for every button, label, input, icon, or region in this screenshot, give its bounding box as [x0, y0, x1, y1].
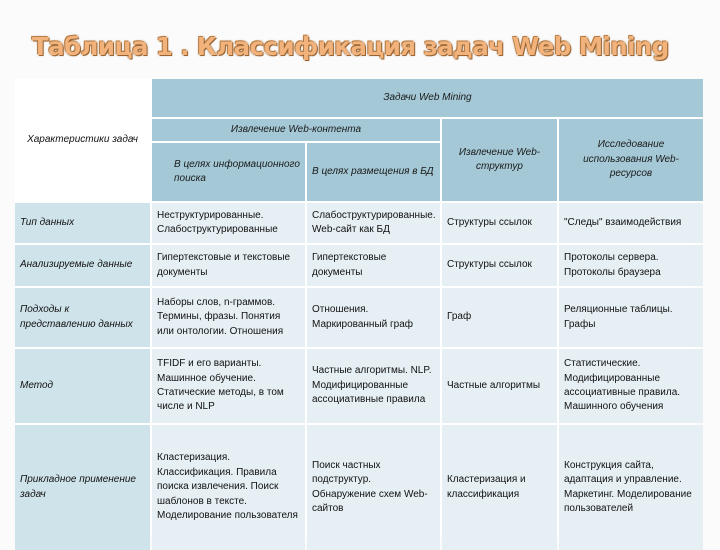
cell-structure: Структуры ссылок — [442, 203, 557, 243]
cell-usage: Конструкция сайта, адаптация и управление. Маркетинг. Моделирование пользователей — [559, 425, 703, 550]
header-usage-research: Исследование использования Web-ресурсов — [559, 119, 703, 201]
row-label-method: Метод — [15, 349, 150, 423]
cell-structure: Кластеризация и классификация — [442, 425, 557, 550]
cell-structure: Частные алгоритмы — [442, 349, 557, 423]
row-label-data-type: Тип данных — [15, 203, 150, 243]
cell-db: Гипертекстовые документы — [307, 245, 440, 286]
header-web-mining-tasks: Задачи Web Mining — [152, 79, 703, 117]
row-label-analyzed-data: Анализируемые данные — [15, 245, 150, 286]
cell-db: Поиск частных подструктур. Обнаружение схем Web-сайтов — [307, 425, 440, 550]
cell-structure: Граф — [442, 288, 557, 347]
cell-usage: Протоколы сервера. Протоколы браузера — [559, 245, 703, 286]
cell-usage: "Следы" взаимодействия — [559, 203, 703, 243]
row-label-representation: Подходы к представлению данных — [15, 288, 150, 347]
cell-search: Наборы слов, n-граммов. Термины, фразы. Понятия или онтологии. Отношения — [152, 288, 305, 347]
cell-usage: Реляционные таблицы. Графы — [559, 288, 703, 347]
header-for-search: В целях информационного поиска — [152, 143, 305, 201]
cell-db: Слабоструктурированные. Web-сайт как БД — [307, 203, 440, 243]
row-label-application: Прикладное применение задач — [15, 425, 150, 550]
cell-search: TFIDF и его варианты. Машинное обучение. Статические методы, в том числе и NLP — [152, 349, 305, 423]
header-for-db: В целях размещения в БД — [307, 143, 440, 201]
header-content-extraction: Извлечение Web-контента — [152, 119, 440, 141]
cell-search: Неструктурированные. Слабоструктурированные — [152, 203, 305, 243]
page-title: Таблица 1 . Классификация задач Web Mining — [32, 32, 669, 61]
cell-usage: Статистические. Модифицированные ассоциативные правила. Машинного обучения — [559, 349, 703, 423]
header-characteristics: Характеристики задач — [15, 79, 150, 201]
cell-search: Кластеризация. Классификация. Правила поиска извлечения. Поиск шаблонов в тексте. Моделирование пользователя — [152, 425, 305, 550]
header-structure-extraction: Извлечение Web-структур — [442, 119, 557, 201]
cell-db: Отношения. Маркированный граф — [307, 288, 440, 347]
classification-table — [15, 79, 695, 536]
cell-search: Гипертекстовые и текстовые документы — [152, 245, 305, 286]
cell-structure: Структуры ссылок — [442, 245, 557, 286]
cell-db: Частные алгоритмы. NLP. Модифицированные ассоциативные правила — [307, 349, 440, 423]
